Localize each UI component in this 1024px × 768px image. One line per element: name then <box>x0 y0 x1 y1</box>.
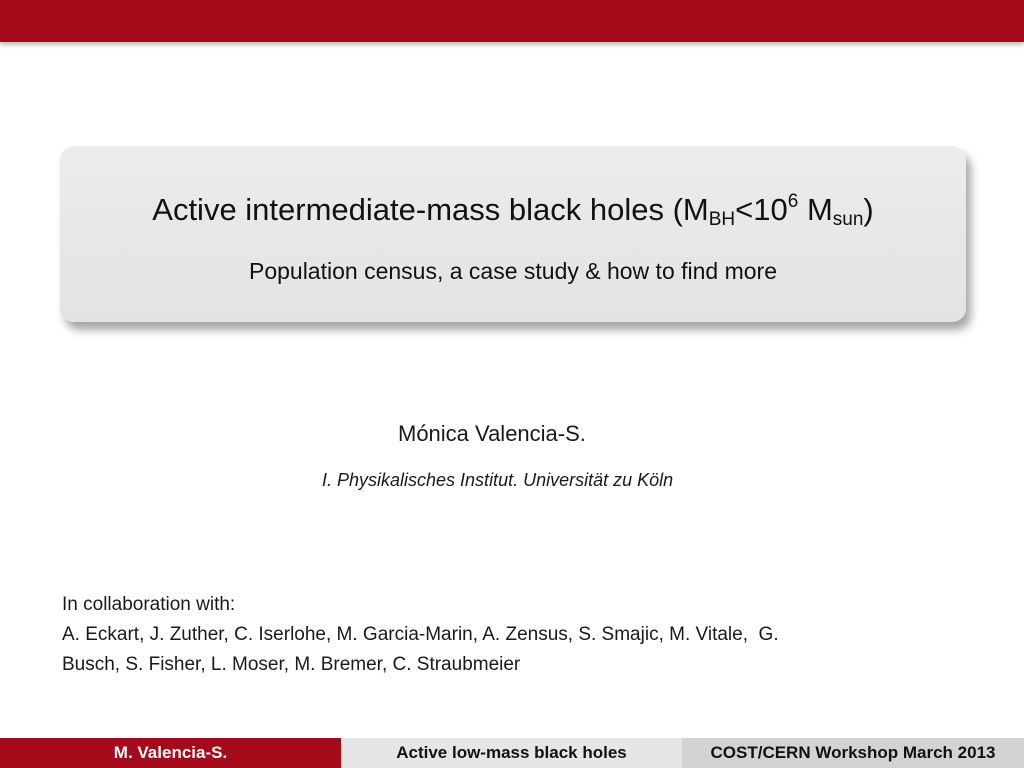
footer-talk-title: Active low-mass black holes <box>341 738 682 768</box>
footer-author: M. Valencia-S. <box>0 738 341 768</box>
title-box <box>60 146 966 322</box>
author-affiliation: I. Physikalisches Institut. Universität zu Köln <box>322 470 674 490</box>
title-subscript-bh: BH <box>708 209 736 230</box>
collaborators-line-2: Busch, S. Fisher, L. Moser, M. Bremer, C. Straubmeier <box>62 654 521 675</box>
slide-subtitle: Population census, a case study & how to find more <box>248 258 778 284</box>
title-text-middle: <10 <box>735 192 788 227</box>
footer-event: COST/CERN Workshop March 2013 <box>682 738 1024 768</box>
title-superscript: 6 <box>787 191 799 212</box>
title-subscript-sun: sun <box>832 209 864 230</box>
collaboration-heading: In collaboration with: <box>62 594 236 615</box>
title-text-suffix: ) <box>863 192 874 227</box>
top-banner <box>0 0 1024 42</box>
title-text-m: M <box>798 192 833 227</box>
author-name: Mónica Valencia-S. <box>398 421 586 446</box>
footer-bar <box>0 738 1024 768</box>
slide-title <box>60 190 966 230</box>
title-text: Active intermediate-mass black holes (M <box>152 192 709 227</box>
collaboration-block <box>62 590 942 680</box>
collaborators-line-1: A. Eckart, J. Zuther, C. Iserlohe, M. Garcia-Marin, A. Zensus, S. Smajic, M. Vitale, G. <box>62 624 779 645</box>
